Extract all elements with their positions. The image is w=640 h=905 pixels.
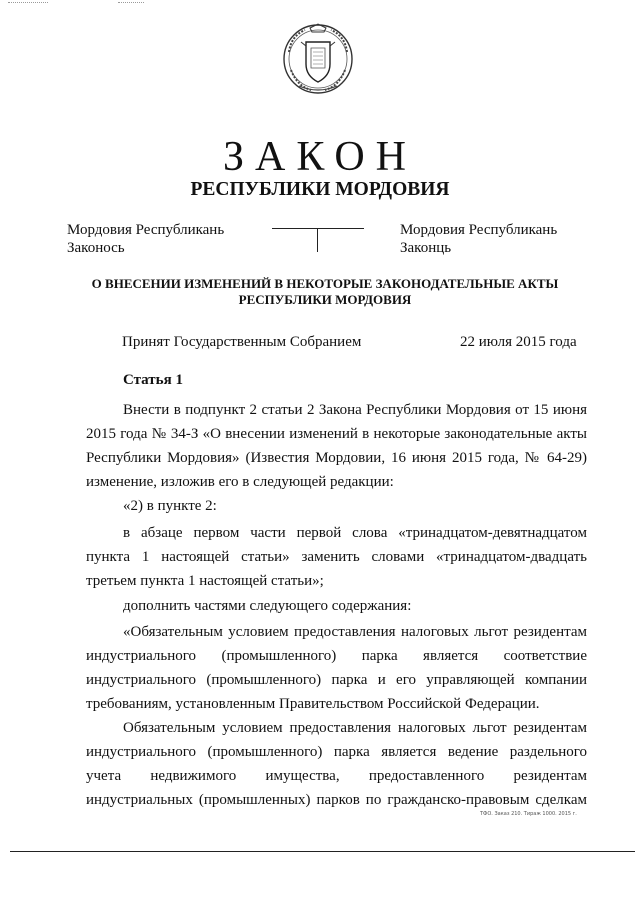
- scan-artifact-left: [8, 2, 48, 4]
- adopted-date: 22 июля 2015 года: [460, 334, 577, 350]
- moksha-title-block: [67, 221, 224, 257]
- paragraph-line: в абзаце первом части первой слова «тринадцатом-девятнадцатом: [123, 525, 587, 541]
- erzya-title-line-2: Законць: [400, 240, 452, 256]
- paragraph-line: «2) в пункте 2:: [123, 498, 217, 514]
- paragraph-line: 2015 года № 34-З «О внесении изменений в некоторые законодательные акты: [86, 426, 587, 442]
- article-paragraph-2: [86, 494, 587, 518]
- paragraph-line: Внести в подпункт 2 статьи 2 Закона Республики Мордовия от 15 июня: [123, 402, 587, 418]
- doc-type-title: ЗАКОН: [222, 134, 417, 180]
- registration-stamp-tick: [317, 228, 318, 252]
- article-paragraph-1: [86, 398, 587, 494]
- article-paragraph-4: [86, 594, 587, 618]
- erzya-title-block: [400, 221, 557, 257]
- moksha-title-line-2: Законось: [67, 240, 125, 256]
- article-paragraph-3: [86, 521, 587, 593]
- article-paragraph-6: [86, 716, 587, 812]
- law-subject-line-2: РЕСПУБЛИКИ МОРДОВИЯ: [238, 292, 412, 307]
- coat-of-arms-icon: [277, 22, 359, 96]
- article-paragraph-5: [86, 620, 587, 716]
- print-footnote: ТФО. Заказ 210. Тираж 1000. 2015 г.: [480, 811, 577, 817]
- republic-title: РЕСПУБЛИКИ МОРДОВИЯ: [190, 179, 450, 200]
- registration-stamp-line: [272, 228, 364, 229]
- law-subject-line-1: О ВНЕСЕНИИ ИЗМЕНЕНИЙ В НЕКОТОРЫЕ ЗАКОНОДАТЕЛЬНЫЕ АКТЫ: [91, 276, 559, 291]
- law-subject: [70, 276, 580, 308]
- paragraph-line: третьем пункта 1 настоящей статьи»;: [86, 573, 324, 589]
- paragraph-line: индустриального (промышленного) парка является соответствие: [86, 648, 587, 664]
- erzya-title-line-1: Мордовия Республикань: [400, 222, 558, 238]
- scan-artifact-right: [118, 2, 144, 4]
- adopted-by: Принят Государственным Собранием: [122, 334, 362, 350]
- paragraph-line: индустриальных (промышленных) парков по гражданско-правовым сделкам: [86, 792, 587, 808]
- article-heading: Статья 1: [123, 372, 183, 388]
- paragraph-line: изменение, изложив его в следующей редакции:: [86, 474, 394, 490]
- paragraph-line: индустриального (промышленного) парка и его управляющей компании: [86, 672, 587, 688]
- paragraph-line: индустриального (промышленного) парка является ведение раздельного: [86, 744, 587, 760]
- paragraph-line: «Обязательным условием предоставления налоговых льгот резидентам: [123, 624, 587, 640]
- paragraph-line: пункта 1 настоящей статьи» заменить словами «тринадцатом-двадцать: [86, 549, 587, 565]
- paragraph-line: учета недвижимого имущества, предоставленного резидентам: [86, 768, 587, 784]
- paragraph-line: Республики Мордовия» (Известия Мордовии, 16 июня 2015 года, № 64-29): [86, 450, 587, 466]
- paragraph-line: требованиям, установленным Правительством Российской Федерации.: [86, 696, 540, 712]
- moksha-title-line-1: Мордовия Республикань: [67, 222, 225, 238]
- page-bottom-rule: [10, 851, 635, 852]
- paragraph-line: дополнить частями следующего содержания:: [123, 598, 412, 614]
- paragraph-line: Обязательным условием предоставления налоговых льгот резидентам: [123, 720, 587, 736]
